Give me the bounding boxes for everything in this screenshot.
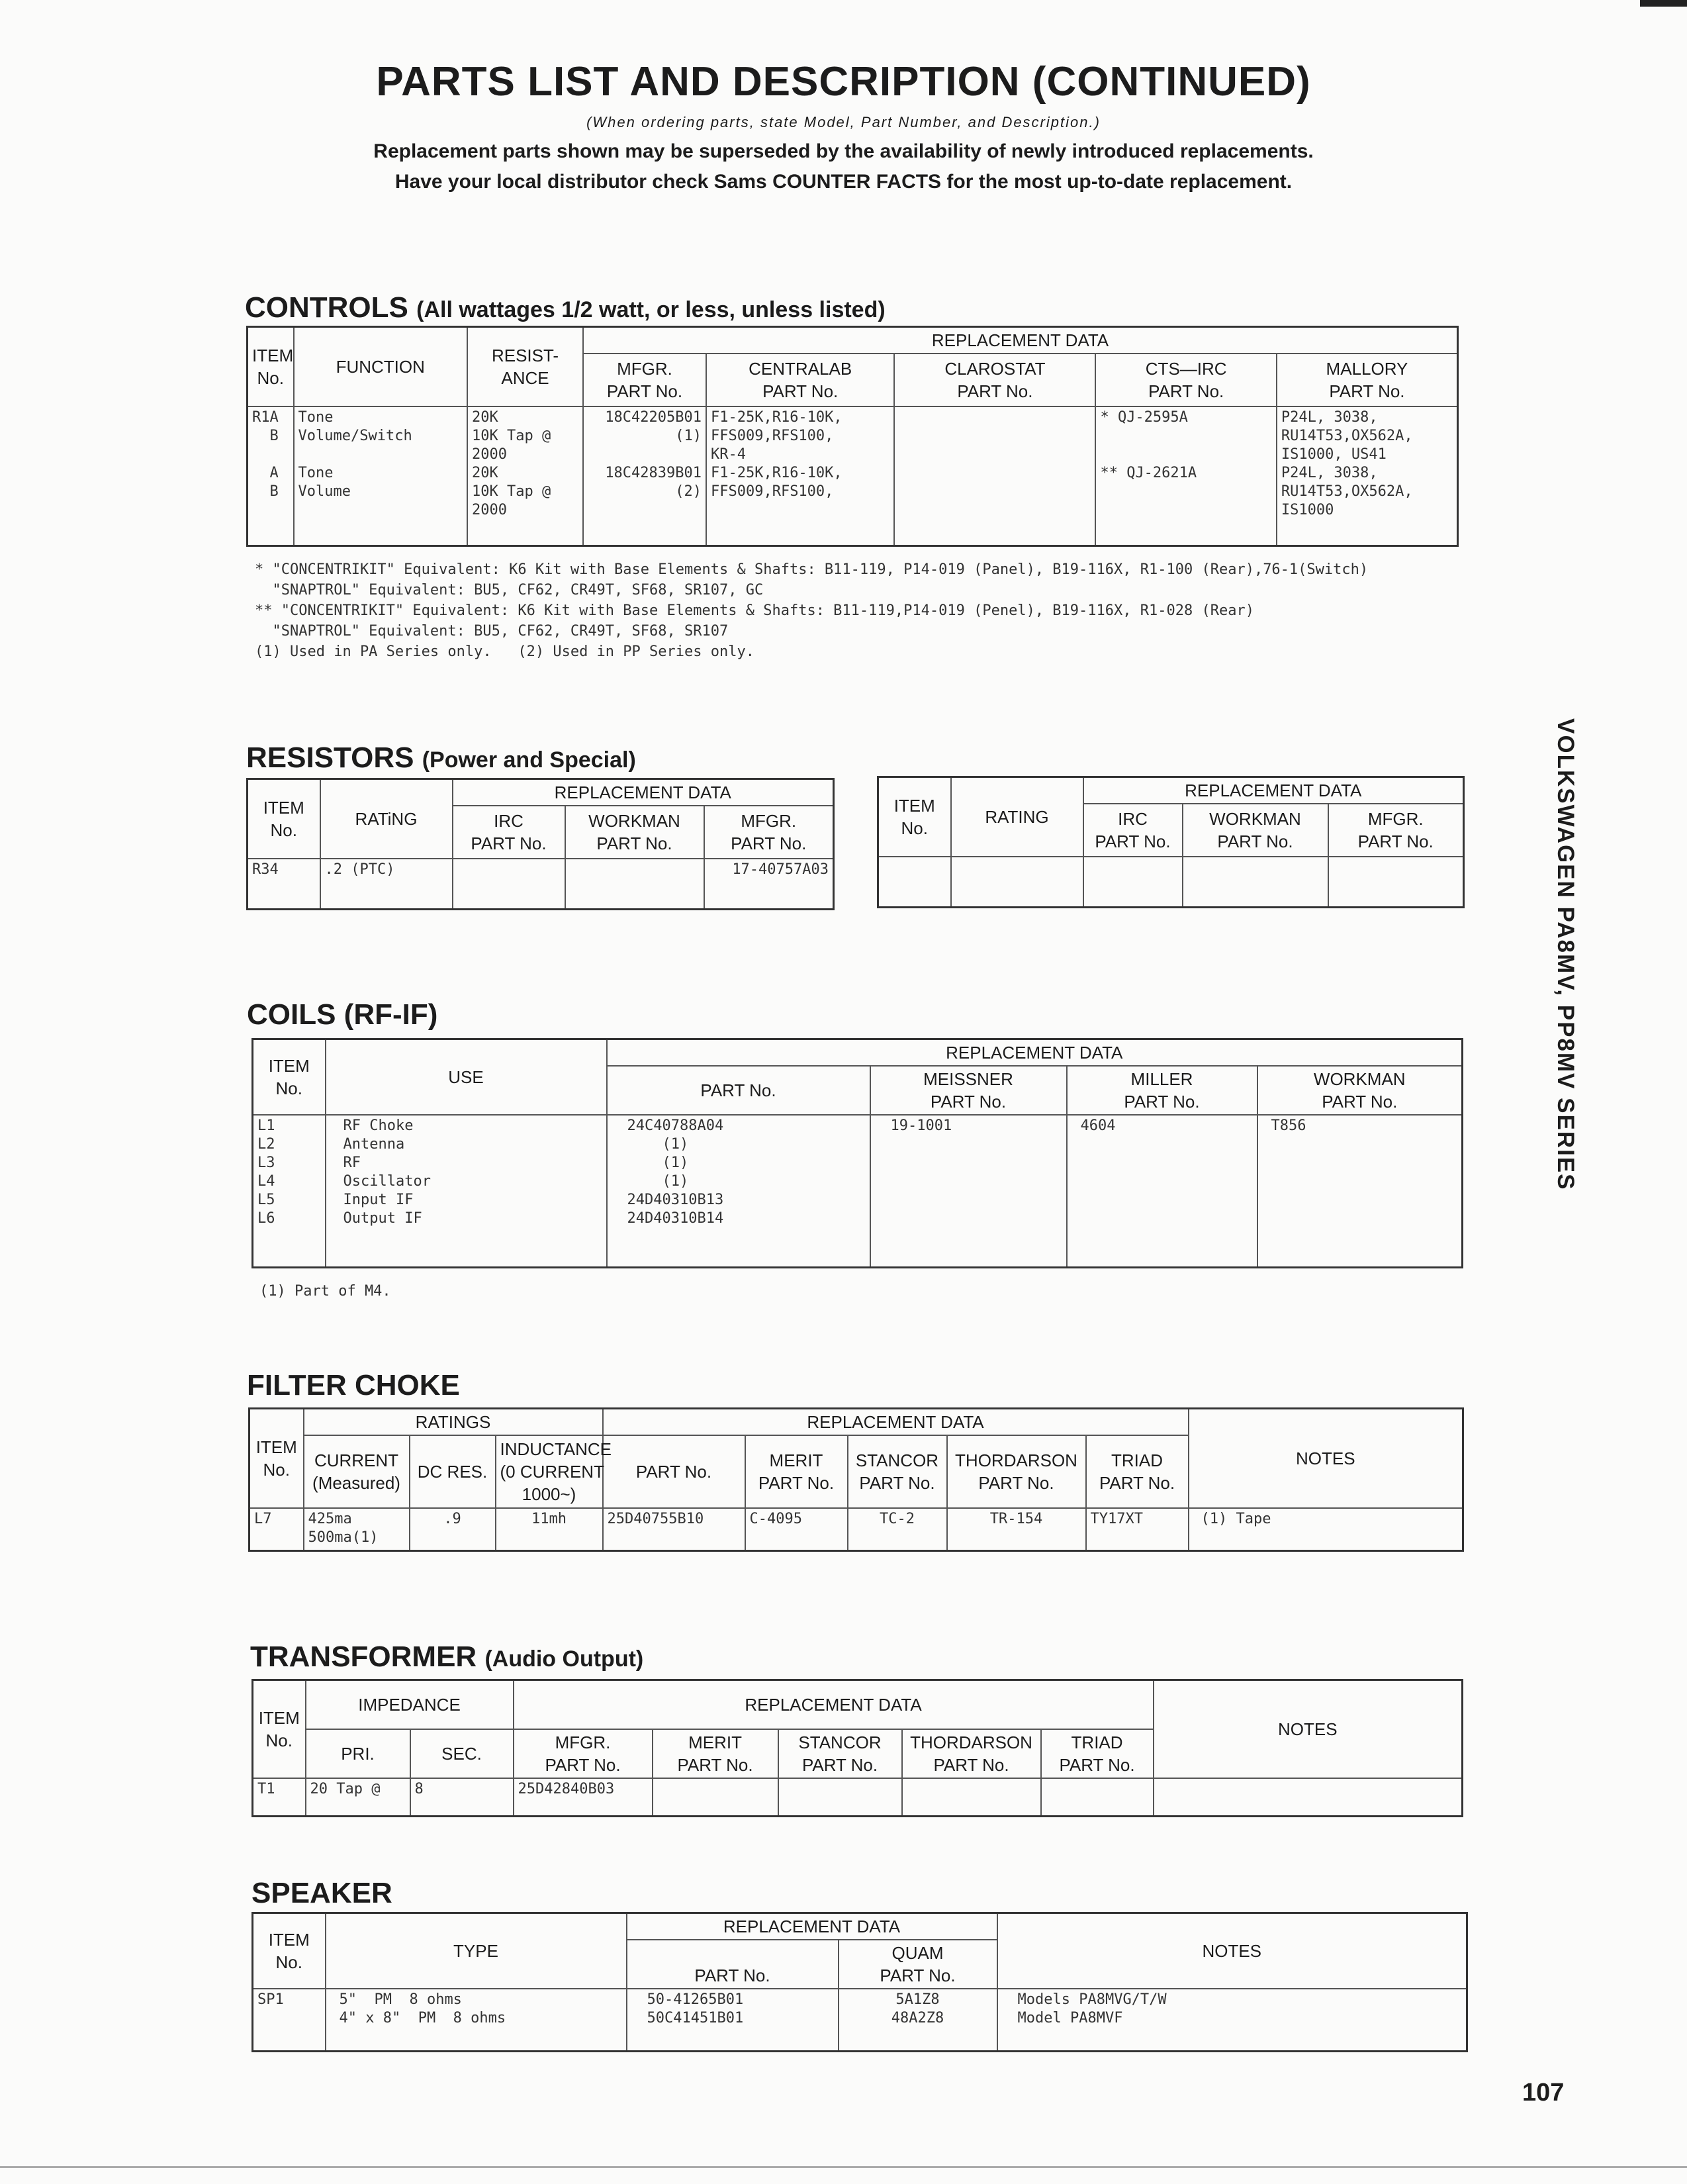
choke-item: L7	[250, 1508, 304, 1550]
transformer-header-triad: TRIAD PART No.	[1041, 1729, 1154, 1778]
resistors-qualifier: (Power and Special)	[422, 747, 636, 773]
page-bottom-edge	[0, 2166, 1687, 2168]
table-row	[250, 1508, 1463, 1550]
choke-header-thordarson: THORDARSON PART No.	[947, 1435, 1086, 1508]
choke-thordarson: TR-154	[947, 1508, 1086, 1550]
transformer-header-impedance: IMPEDANCE	[306, 1680, 514, 1729]
choke-header-part: PART No.	[603, 1435, 745, 1508]
controls-header-resistance: RESIST- ANCE	[467, 327, 583, 407]
transformer-title: TRANSFORMER	[250, 1640, 477, 1673]
controls-heading	[245, 291, 886, 324]
choke-header-dc-res: DC RES.	[410, 1435, 496, 1508]
controls-qualifier: (All wattages 1/2 watt, or less, unless listed)	[416, 297, 886, 322]
resistors2-irc	[1083, 857, 1183, 907]
speaker-heading	[251, 1877, 392, 1910]
controls-header-item: ITEM No.	[248, 327, 294, 407]
controls-table	[246, 326, 1459, 547]
resistors-table-right	[877, 776, 1465, 908]
resistors-workman	[565, 859, 704, 909]
resistors-item: R34	[248, 859, 320, 909]
resistors-heading	[246, 741, 636, 775]
transformer-header-item: ITEM No.	[253, 1680, 306, 1778]
coils-note: (1) Part of M4.	[259, 1283, 391, 1300]
resistors2-rating	[951, 857, 1083, 907]
transformer-table	[251, 1679, 1463, 1817]
controls-header-centralab: CENTRALAB PART No.	[706, 354, 894, 406]
transformer-mfgr: 25D42840B03	[514, 1778, 653, 1817]
choke-merit: C-4095	[745, 1508, 848, 1550]
transformer-header-stancor: STANCOR PART No.	[778, 1729, 902, 1778]
choke-header-triad: TRIAD PART No.	[1086, 1435, 1189, 1508]
controls-cts: * QJ-2595A ** QJ-2621A	[1095, 406, 1276, 546]
speaker-type: 5" PM 8 ohms 4" x 8" PM 8 ohms	[326, 1989, 627, 2051]
controls-note-2: "SNAPTROL" Equivalent: BU5, CF62, CR49T, SF68, SR107, GC	[255, 582, 764, 598]
coils-header-miller: MILLER PART No.	[1067, 1066, 1257, 1115]
controls-header-clarostat: CLAROSTAT PART No.	[894, 354, 1095, 406]
coils-header-item: ITEM No.	[253, 1039, 326, 1116]
speaker-item: SP1	[253, 1989, 326, 2051]
filter-choke-heading	[247, 1369, 460, 1402]
choke-inductance: 11mh	[496, 1508, 603, 1550]
controls-note-1: * "CONCENTRIKIT" Equivalent: K6 Kit with Base Elements & Shafts: B11-119, P14-019 (Panel), B19-116X, R1-100 (Rear),76-1(Switch)	[255, 561, 1369, 578]
controls-function: Tone Volume/Switch Tone Volume	[294, 406, 468, 546]
coils-item: L1 L2 L3 L4 L5 L6	[253, 1115, 326, 1267]
resistors-irc	[453, 859, 565, 909]
coils-header-replacement: REPLACEMENT DATA	[607, 1039, 1463, 1067]
resistors-header-workman: WORKMAN PART No.	[565, 806, 704, 859]
speaker-header-replacement: REPLACEMENT DATA	[627, 1913, 997, 1940]
choke-header-current: CURRENT (Measured)	[304, 1435, 410, 1508]
resistors-table-left	[246, 778, 835, 910]
controls-centralab: F1-25K,R16-10K, FFS009,RFS100, KR-4 F1-25K,R16-10K, FFS009,RFS100,	[706, 406, 894, 546]
controls-header-function: FUNCTION	[294, 327, 468, 407]
coils-meissner: 19-1001	[870, 1115, 1067, 1267]
choke-header-merit: MERIT PART No.	[745, 1435, 848, 1508]
choke-current: 425ma 500ma(1)	[304, 1508, 410, 1550]
resistors-header-item: ITEM No.	[248, 779, 320, 859]
choke-stancor: TC-2	[848, 1508, 947, 1550]
series-side-label: VOLKSWAGEN PA8MV, PP8MV SERIES	[1553, 718, 1578, 1191]
choke-triad: TY17XT	[1086, 1508, 1189, 1550]
table-row	[253, 1989, 1467, 2051]
coils-part: 24C40788A04 (1) (1) (1) 24D40310B13 24D40310B14	[607, 1115, 870, 1267]
resistors2-item	[878, 857, 951, 907]
resistors2-header-irc: IRC PART No.	[1083, 804, 1183, 857]
resistors-header-rating: RATiNG	[320, 779, 453, 859]
filter-choke-table	[248, 1407, 1464, 1552]
resistors-header-mfgr: MFGR. PART No.	[704, 806, 834, 859]
transformer-thordarson	[902, 1778, 1041, 1817]
controls-mallory: P24L, 3038, RU14T53,OX562A, IS1000, US41 P24L, 3038, RU14T53,OX562A, IS1000	[1277, 406, 1458, 546]
resistors-header-irc: IRC PART No.	[453, 806, 565, 859]
resistors-header-replacement: REPLACEMENT DATA	[453, 779, 834, 806]
transformer-triad	[1041, 1778, 1154, 1817]
controls-notes	[255, 559, 1368, 662]
resistors2-header-workman: WORKMAN PART No.	[1183, 804, 1328, 857]
controls-item: R1A B A B	[248, 406, 294, 546]
choke-dc-res: .9	[410, 1508, 496, 1550]
choke-part: 25D40755B10	[603, 1508, 745, 1550]
table-row	[253, 1778, 1463, 1817]
coils-use: RF Choke Antenna RF Oscillator Input IF Output IF	[326, 1115, 607, 1267]
transformer-merit	[653, 1778, 778, 1817]
resistors-title: RESISTORS	[246, 741, 414, 774]
speaker-part: 50-41265B01 50C41451B01	[627, 1989, 839, 2051]
resistors-rating: .2 (PTC)	[320, 859, 453, 909]
table-row	[248, 859, 834, 909]
transformer-notes	[1154, 1778, 1463, 1817]
resistors2-header-mfgr: MFGR. PART No.	[1328, 804, 1464, 857]
table-row	[253, 1115, 1463, 1267]
resistors2-header-item: ITEM No.	[878, 777, 951, 857]
speaker-header-quam: QUAM PART No.	[839, 1940, 997, 1989]
coils-header-part: PART No.	[607, 1066, 870, 1115]
table-row	[248, 406, 1458, 546]
coils-table	[251, 1038, 1463, 1268]
choke-header-replacement: REPLACEMENT DATA	[603, 1409, 1189, 1436]
transformer-qualifier: (Audio Output)	[484, 1646, 644, 1672]
replacement-note-line-1: Replacement parts shown may be superseded by the availability of newly introduced replacements.	[373, 140, 1314, 162]
transformer-stancor	[778, 1778, 902, 1817]
resistors2-mfgr	[1328, 857, 1464, 907]
choke-header-inductance: INDUCTANCE (0 CURRENT 1000~)	[496, 1435, 603, 1508]
transformer-header-thordarson: THORDARSON PART No.	[902, 1729, 1041, 1778]
controls-header-cts: CTS—IRC PART No.	[1095, 354, 1276, 406]
controls-title: CONTROLS	[245, 291, 408, 324]
transformer-header-pri: PRI.	[306, 1729, 410, 1778]
filter-choke-title: FILTER CHOKE	[247, 1369, 460, 1401]
transformer-header-sec: SEC.	[410, 1729, 514, 1778]
transformer-header-replacement: REPLACEMENT DATA	[514, 1680, 1154, 1729]
coils-title: COILS (RF-IF)	[247, 998, 438, 1031]
coils-header-workman: WORKMAN PART No.	[1257, 1066, 1463, 1115]
speaker-table	[251, 1912, 1468, 2052]
speaker-header-type: TYPE	[326, 1913, 627, 1989]
controls-clarostat	[894, 406, 1095, 546]
speaker-notes: Models PA8MVG/T/W Model PA8MVF	[997, 1989, 1467, 2051]
speaker-header-part: PART No.	[627, 1940, 839, 1989]
speaker-header-notes: NOTES	[997, 1913, 1467, 1989]
page-number: 107	[1522, 2079, 1565, 2107]
transformer-item: T1	[253, 1778, 306, 1817]
controls-header-replacement: REPLACEMENT DATA	[583, 327, 1457, 354]
transformer-header-mfgr: MFGR. PART No.	[514, 1729, 653, 1778]
controls-header-mfgr: MFGR. PART No.	[583, 354, 706, 406]
transformer-heading	[250, 1640, 643, 1674]
coils-header-use: USE	[326, 1039, 607, 1116]
resistors2-header-rating: RATING	[951, 777, 1083, 857]
choke-header-item: ITEM No.	[250, 1409, 304, 1509]
speaker-title: SPEAKER	[251, 1877, 392, 1909]
choke-header-notes: NOTES	[1189, 1409, 1463, 1509]
coils-heading	[247, 998, 437, 1031]
speaker-header-item: ITEM No.	[253, 1913, 326, 1989]
controls-mfgr: 18C42205B01 (1) 18C42839B01 (2)	[583, 406, 706, 546]
transformer-header-notes: NOTES	[1154, 1680, 1463, 1778]
resistors2-header-replacement: REPLACEMENT DATA	[1083, 777, 1464, 804]
choke-header-stancor: STANCOR PART No.	[848, 1435, 947, 1508]
transformer-header-merit: MERIT PART No.	[653, 1729, 778, 1778]
controls-note-4: "SNAPTROL" Equivalent: BU5, CF62, CR49T, SF68, SR107	[255, 623, 729, 640]
choke-header-ratings: RATINGS	[304, 1409, 603, 1436]
page-subtitle: (When ordering parts, state Model, Part Number, and Description.)	[586, 114, 1101, 130]
coils-workman: T856	[1257, 1115, 1463, 1267]
coils-miller: 4604	[1067, 1115, 1257, 1267]
controls-header-mallory: MALLORY PART No.	[1277, 354, 1458, 406]
controls-note-5: (1) Used in PA Series only. (2) Used in PP Series only.	[255, 643, 754, 660]
resistors2-workman	[1183, 857, 1328, 907]
controls-note-3: ** "CONCENTRIKIT" Equivalent: K6 Kit with Base Elements & Shafts: B11-119,P14-019 (Penel), B19-116X, R1-028 (Rear)	[255, 602, 1254, 619]
replacement-note-line-2: Have your local distributor check Sams COUNTER FACTS for the most up-to-date replacement.	[394, 171, 1293, 193]
page-title: PARTS LIST AND DESCRIPTION (CONTINUED)	[376, 59, 1311, 105]
coils-header-meissner: MEISSNER PART No.	[870, 1066, 1067, 1115]
scan-corner-mark	[1640, 0, 1687, 7]
controls-resistance: 20K 10K Tap @ 2000 20K 10K Tap @ 2000	[467, 406, 583, 546]
speaker-quam: 5A1Z8 48A2Z8	[839, 1989, 997, 2051]
transformer-pri: 20 Tap @	[306, 1778, 410, 1817]
resistors-mfgr: 17-40757A03	[704, 859, 834, 909]
choke-notes: (1) Tape	[1189, 1508, 1463, 1550]
table-row	[878, 857, 1464, 907]
transformer-sec: 8	[410, 1778, 514, 1817]
